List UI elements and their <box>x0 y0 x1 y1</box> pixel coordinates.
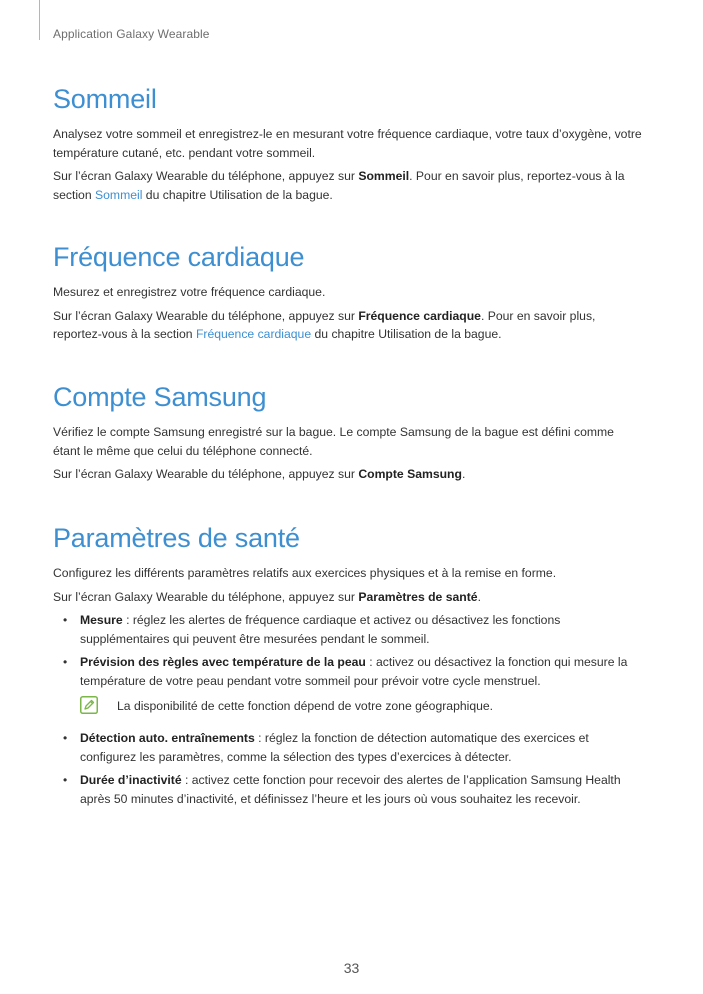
text-run: Sur l’écran Galaxy Wearable du téléphone, appuyez sur <box>53 308 359 323</box>
section-paragraph: Analysez votre sommeil et enregistrez-le en mesurant votre fréquence cardiaque, votre taux d’oxygène, votre température cutané, etc. pendant votre sommeil. <box>53 127 642 160</box>
section-paragraph-instruction <box>53 588 643 607</box>
list-item <box>53 771 643 808</box>
list-item <box>53 729 643 766</box>
section-frequence-cardiaque <box>53 241 643 349</box>
text-run: Sur l’écran Galaxy Wearable du téléphone, appuyez sur <box>53 467 359 481</box>
note-pencil-icon <box>80 696 98 714</box>
section-paragraph: Mesurez et enregistrez votre fréquence cardiaque. <box>53 285 326 299</box>
settings-list <box>53 611 643 690</box>
ui-term: Mesure <box>80 613 123 627</box>
list-item-text: : réglez les alertes de fréquence cardiaque et activez ou désactivez les fonctions supplémentaires qui peuvent être mesurées pendant le sommeil. <box>80 613 561 646</box>
bullet-icon: • <box>63 613 68 627</box>
text-run: . <box>477 589 481 604</box>
section-parametres-de-sante <box>53 522 643 813</box>
text-run: du chapitre Utilisation de la bague. <box>142 187 333 202</box>
ui-term: Détection auto. entraînements <box>80 731 255 745</box>
section-title: Fréquence cardiaque <box>53 242 305 272</box>
section-title: Compte Samsung <box>53 382 267 412</box>
cross-reference-link[interactable]: Sommeil <box>95 187 143 202</box>
ui-term: Paramètres de santé <box>358 589 478 604</box>
text-run: . Pour en savoir plus, reportez-vous à la section <box>53 169 625 202</box>
section-paragraph: Vérifiez le compte Samsung enregistré sur la bague. Le compte Samsung de la bague est défini comme étant le même que celui du téléphone connecté. <box>53 425 614 458</box>
ui-term: Prévision des règles avec température de la peau <box>80 655 366 669</box>
cross-reference-link[interactable]: Fréquence cardiaque <box>195 327 312 341</box>
ui-term: Fréquence cardiaque <box>358 308 481 323</box>
text-run: Sur l’écran Galaxy Wearable du téléphone, appuyez sur <box>53 589 359 604</box>
page-number: 33 <box>343 960 360 976</box>
section-paragraph: Configurez les différents paramètres relatifs aux exercices physiques et à la remise en forme. <box>53 566 557 580</box>
list-item-text: : réglez la fonction de détection automatique des exercices et configurez les paramètres, comme la sélection des types d’exercices à détecter. <box>80 731 589 764</box>
list-item <box>53 653 643 690</box>
bullet-icon: • <box>63 655 68 669</box>
settings-list-continued <box>53 729 643 808</box>
section-compte-samsung <box>53 381 643 489</box>
section-paragraph-instruction <box>53 167 643 204</box>
text-run: Sur l’écran Galaxy Wearable du téléphone, appuyez sur <box>53 169 359 183</box>
text-run: . <box>461 467 466 481</box>
text-run: . Pour en savoir plus, reportez-vous à la section <box>53 308 596 341</box>
text-run: du chapitre Utilisation de la bague. <box>311 327 502 341</box>
section-title: Sommeil <box>53 84 157 114</box>
section-paragraph-instruction <box>53 465 643 484</box>
section-title: Paramètres de santé <box>53 523 300 553</box>
ui-term: Sommeil <box>358 169 410 183</box>
bullet-icon: • <box>63 731 68 745</box>
list-item-text: : activez ou désactivez la fonction qui mesure la température de votre peau pendant votre sommeil pour prévoir votre cycle menstruel. <box>80 655 628 688</box>
running-header: Application Galaxy Wearable <box>53 27 210 41</box>
header-rule <box>39 0 40 40</box>
list-item-text: : activez cette fonction pour recevoir des alertes de l’application Samsung Health après 50 minutes d’inactivité, et définissez l’heure et les jours où vous souhaitez les recevoir. <box>80 773 621 806</box>
section-paragraph-instruction <box>53 307 643 344</box>
note <box>80 695 643 717</box>
list-item <box>53 611 643 648</box>
ui-term: Durée d’inactivité <box>80 773 182 787</box>
section-sommeil <box>53 83 643 209</box>
ui-term: Compte Samsung <box>358 467 462 481</box>
note-text: La disponibilité de cette fonction dépend de votre zone géographique. <box>117 699 494 713</box>
bullet-icon: • <box>63 773 68 787</box>
